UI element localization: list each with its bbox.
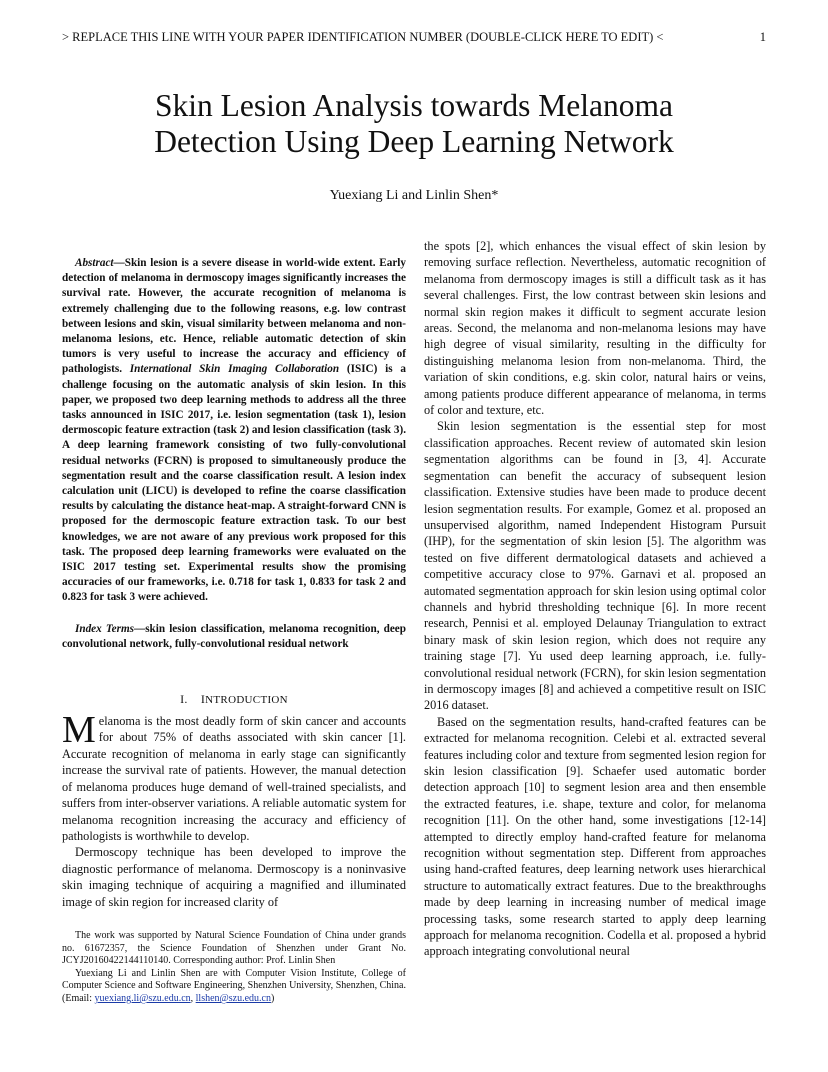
page-number: 1 [759,30,766,44]
footnote [62,930,406,1006]
footnote-close: ) [270,992,275,1004]
footnote-affiliation [62,968,406,1006]
title-line-1: Skin Lesion Analysis towards Melanoma [155,88,673,123]
right-paragraph-3: Based on the segmentation results, hand-crafted features can be extracted for melanoma recognition. Celebi et al. extracted several features including color and texture from segmented lesion region for skin lesion classification [9]. Schaefer used automatic border detection approach [10] to segment lesion area and then ensemble the extracted features, i.e. shape, texture and color, for melanoma recognition [11]. On the other hand, some investigations [12-14] attempted to directly employ hand-crafted feature for melanoma recognition without segmentation step. Different from approaches using hand-crafted features, deep learning network uses hierarchical structure to automatically extract features. Due to the breakthroughs made by deep learning in increasing number of medical image processing tasks, some research started to apply deep learning approach for melanoma recognition. Codella et al. proposed a hybrid approach integrating convolutional neural [424,714,766,959]
index-terms-text: skin lesion classification, melanoma recognition, deep convolutional network, fully-convolutional residual network [62,622,406,650]
index-terms-label: Index Terms [75,622,135,635]
email-link-1[interactable]: yuexiang.li@szu.edu.cn [94,992,191,1004]
abstract-italic: International Skin Imaging Collaboration [129,363,340,376]
right-paragraph-2: Skin lesion segmentation is the essential step for most classification approaches. Recent review of automated skin lesion segmentation algorithms can be found in [3, 4]. Accurate segmentation can benefit the accuracy of subsequent lesion classification. Extensive studies have been made to produce decent lesion segmentation results. For example, Gomez et al. proposed an unsupervised algorithm, named Independent Histogram Pursuit (IHP), for the segmentation of skin lesion [5]. The algorithm was tested on five different dermatological datasets and achieved a competitive accuracy close to 97%. Garnavi et al. proposed an automated segmentation approach for skin lesion using optimal color channels and hybrid thresholding technique [6]. In more recent research, Pennisi et al. employed Delaunay Triangulation to extract binary mask of skin lesion region, which does not require any training stage [7]. Yu used deep learning approach, i.e. fully-convolutional residual network (FCRN), for skin lesion segmentation in dermoscopy images [8] and achieved a competitive result on ISIC 2016 dataset. [424,419,766,713]
footnote-affiliation-text: Yuexiang Li and Linlin Shen are with Computer Vision Institute, College of Computer Science and Software Engineering, Shenzhen University, Shenzhen, China. (Email: [62,967,406,1004]
abstract-text-1: Skin lesion is a severe disease in world-wide extent. Early detection of melanoma in dermoscopy images significantly increases the survival rate. However, the accurate recognition of melanoma is extremely challenging due to the following reasons, e.g. low contrast between lesions and skin, visual similarity between melanoma and non-melanoma lesions, etc. Hence, reliable automatic detection of skin tumors is very useful to increase the accuracy and efficiency of pathologists. [62,257,406,376]
abstract [62,256,406,606]
intro-p1-text: elanoma is the most deadly form of skin cancer and accounts for about 75% of deaths associated with skin cancer [1]. Accurate recognition of melanoma in early stage can significantly increase the survival rate of patients. However, the manual detection of melanoma produces huge demand of well-trained specialists, and suffers from inter-observer variations. A reliable automatic system for melanoma recognition increasing the accuracy and efficiency of pathologists is worthwhile to develop. [62,714,406,843]
section-first-letter: I [200,692,206,707]
footnote-funding: The work was supported by Natural Science Foundation of China under grands no. 61672357, the Science Foundation of Shenzhen under Grant No. JCYJ20160422144110140. Corresponding author: Prof. Linlin Shen [62,930,406,967]
index-terms-dash: — [134,622,146,635]
intro-paragraph-2: Dermoscopy technique has been developed to improve the diagnostic performance of melanoma. Dermoscopy is a noninvasive skin imaging technique of acquiring a magnified and illuminated image of skin region for increased clarity of [62,845,406,909]
abstract-text-2: (ISIC) is a challenge focusing on the automatic analysis of skin lesion. In this paper, we proposed two deep learning methods to address all the three tasks announced in ISIC 2017, i.e. lesion segmentation (task 1), lesion dermoscopic feature extraction (task 2) and lesion classification (task 3). A deep learning framework consisting of two fully-convolutional residual networks (FCRN) is proposed to simultaneously produce the segmentation result and the coarse classification result. A lesion index calculation unit (LICU) is developed to refine the coarse classification results by calculating the distance heat-map. A straight-forward CNN is proposed for the dermoscopic feature extraction task. To our best knowledges, we are not aware of any previous work proposed for this task. The proposed deep learning frameworks were evaluated on the ISIC 2017 testing set. Experimental results show the promising accuracies of our frameworks, i.e. 0.718 for task 1, 0.833 for task 2 and 0.823 for task 3 were achieved. [62,363,406,604]
title-line-2: Detection Using Deep Learning Network [154,124,674,159]
abstract-label: Abstract [75,257,114,269]
abstract-dash: — [113,257,125,269]
running-header [62,30,766,45]
index-terms [62,622,406,652]
email-separator: , [190,992,196,1004]
email-link-2[interactable]: llshen@szu.edu.cn [195,992,271,1004]
left-column [62,256,406,910]
right-paragraph-1: the spots [2], which enhances the visual effect of skin lesion by removing surface reflection. Nevertheless, automatic recognition of melanoma from dermoscopy images is still a difficult task as it has several challenges. First, the low contrast between skin lesions and normal skin region makes it difficult to segment accurate lesion areas. Second, the melanoma and non-melanoma lesions may have high degree of visual similarity, resulting in the difficulty for distinguishing melanoma lesion from non-melanoma. Third, the variation of skin conditions, e.g. skin color, natural hairs or veins, among patients produce different appearance of melanoma, in terms of color and texture, etc. [424,239,766,418]
section-heading-introduction [62,692,406,707]
section-number: I. [180,692,188,707]
paper-title [62,88,766,160]
section-title-rest: NTRODUCTION [205,694,288,707]
authors: Yuexiang Li and Linlin Shen* [329,188,499,203]
intro-paragraph-1 [62,709,406,844]
drop-cap: M [62,709,96,752]
header-text: > REPLACE THIS LINE WITH YOUR PAPER IDENTIFICATION NUMBER (DOUBLE-CLICK HERE TO EDIT) < [62,30,664,44]
right-column [424,238,766,960]
